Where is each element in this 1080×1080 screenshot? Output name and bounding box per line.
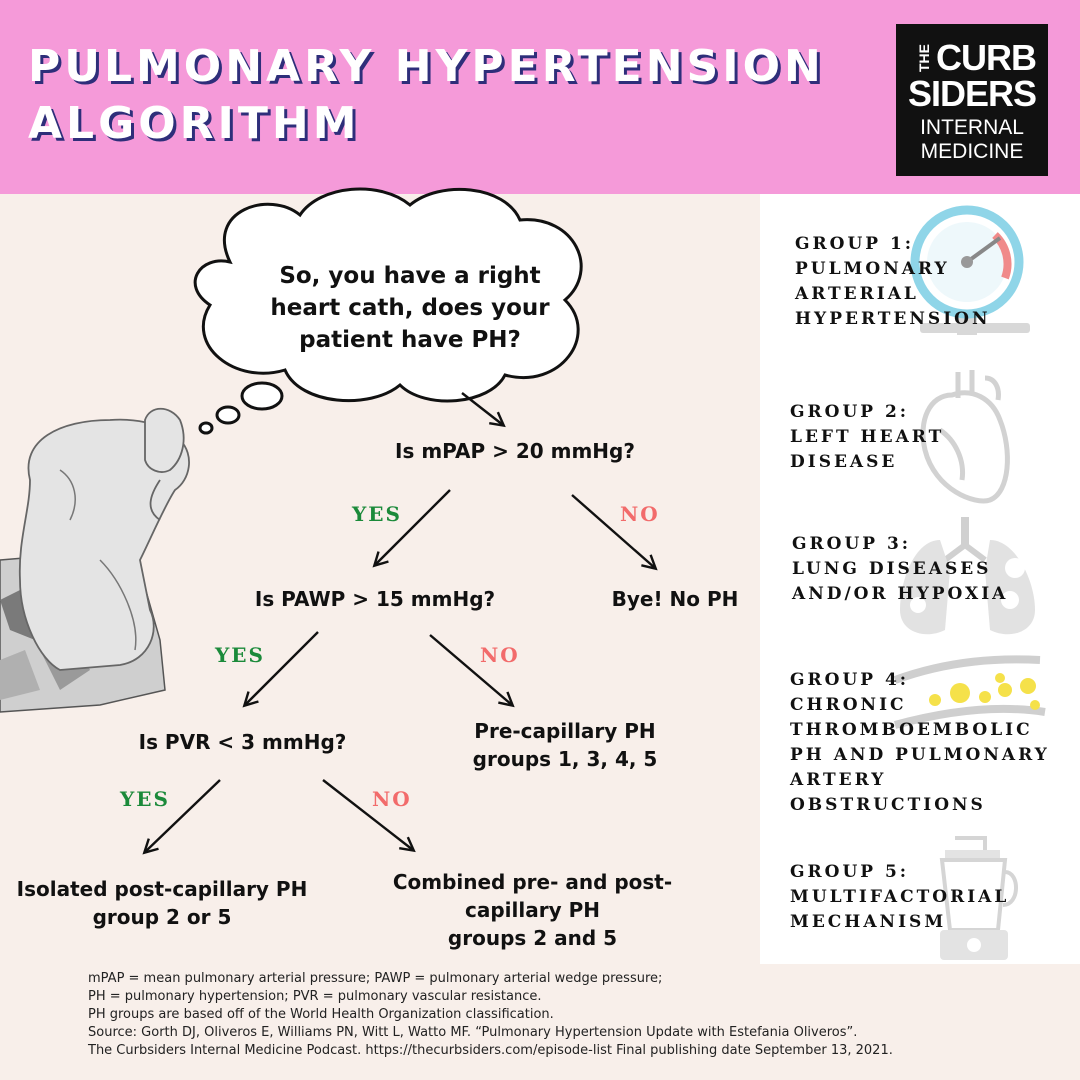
label-no-1: NO [620, 502, 660, 526]
group-5-line-2: MECHANISM [790, 912, 947, 932]
bubble-text [200, 260, 620, 356]
group-3 [792, 532, 1008, 607]
title-line-1: PULMONARY HYPERTENSION [28, 41, 825, 92]
arrow-bubble-to-q1 [462, 393, 503, 425]
group-2 [790, 400, 944, 475]
footer-line-4: Source: Gorth DJ, Oliveros E, Williams PN, Witt L, Watto MF. “Pulmonary Hypertension Update with Estefania Oliveros”. [88, 1025, 858, 1040]
footer-line-1: mPAP = mean pulmonary arterial pressure; PAWP = pulmonary arterial wedge pressure; [88, 971, 663, 986]
group-5-label: GROUP 5: [790, 862, 910, 882]
group-4-line-4: ARTERY [790, 770, 887, 790]
group-4-line-5: OBSTRUCTIONS [790, 795, 986, 815]
group-1-label: GROUP 1: [795, 234, 915, 254]
result-no-ph: Bye! No PH [611, 587, 739, 611]
group-3-line-2: AND/OR HYPOXIA [792, 584, 1009, 604]
question-pawp: Is PAWP > 15 mmHg? [254, 587, 496, 611]
combined-line-1: Combined pre- and post- [392, 870, 673, 894]
group-1-line-2: ARTERIAL [795, 284, 919, 304]
group-2-label: GROUP 2: [790, 402, 910, 422]
combined-line-2: capillary PH [465, 898, 600, 922]
isolated-line-2: group 2 or 5 [92, 905, 232, 929]
group-4-label: GROUP 4: [790, 670, 910, 690]
precap-line-1: Pre-capillary PH [474, 719, 656, 743]
label-yes-3: YES [120, 787, 170, 811]
question-mpap: Is mPAP > 20 mmHg? [395, 439, 635, 463]
label-no-3: NO [372, 787, 412, 811]
group-4-line-1: CHRONIC [790, 695, 907, 715]
title-line-2: ALGORITHM [28, 98, 361, 149]
bubble-line-3: patient have PH? [299, 327, 521, 353]
group-4-line-3: PH AND PULMONARY [790, 745, 1050, 765]
group-2-line-1: LEFT HEART [790, 427, 945, 447]
footer-line-5: The Curbsiders Internal Medicine Podcast. https://thecurbsiders.com/episode-list Final publishing date September 13, 2021. [88, 1043, 893, 1058]
logo-siders: SIDERS [907, 73, 1036, 114]
bubble-line-2: heart cath, does your [270, 295, 550, 321]
label-yes-2: YES [215, 643, 265, 667]
result-isolated-postcapillary [2, 875, 322, 931]
group-5-line-1: MULTIFACTORIAL [790, 887, 1010, 907]
group-1-line-1: PULMONARY [795, 259, 950, 279]
group-4-line-2: THROMBOEMBOLIC [790, 720, 1033, 740]
group-3-line-1: LUNG DISEASES [792, 559, 992, 579]
group-1 [795, 232, 991, 332]
bubble-line-1: So, you have a right [279, 263, 541, 289]
logo-internal: INTERNAL [920, 116, 1024, 139]
group-4 [790, 668, 1050, 818]
footer-line-2: PH = pulmonary hypertension; PVR = pulmonary vascular resistance. [88, 989, 542, 1004]
group-1-line-3: HYPERTENSION [795, 309, 991, 329]
thinker-statue [0, 409, 189, 712]
logo-the: THE [916, 44, 932, 72]
label-no-2: NO [480, 643, 520, 667]
question-pvr: Is PVR < 3 mmHg? [138, 730, 347, 754]
footer-notes [88, 970, 893, 1060]
group-2-line-2: DISEASE [790, 452, 898, 472]
label-yes-1: YES [352, 502, 402, 526]
combined-line-3: groups 2 and 5 [447, 926, 618, 950]
footer-line-3: PH groups are based off of the World Health Organization classification. [88, 1007, 554, 1022]
group-3-label: GROUP 3: [792, 534, 912, 554]
isolated-line-1: Isolated post-capillary PH [16, 877, 308, 901]
logo-curb: CURB [936, 37, 1036, 78]
result-precapillary [440, 717, 690, 773]
logo-medicine: MEDICINE [920, 140, 1024, 163]
group-5 [790, 860, 1009, 935]
result-combined [370, 868, 695, 952]
precap-line-2: groups 1, 3, 4, 5 [472, 747, 658, 771]
